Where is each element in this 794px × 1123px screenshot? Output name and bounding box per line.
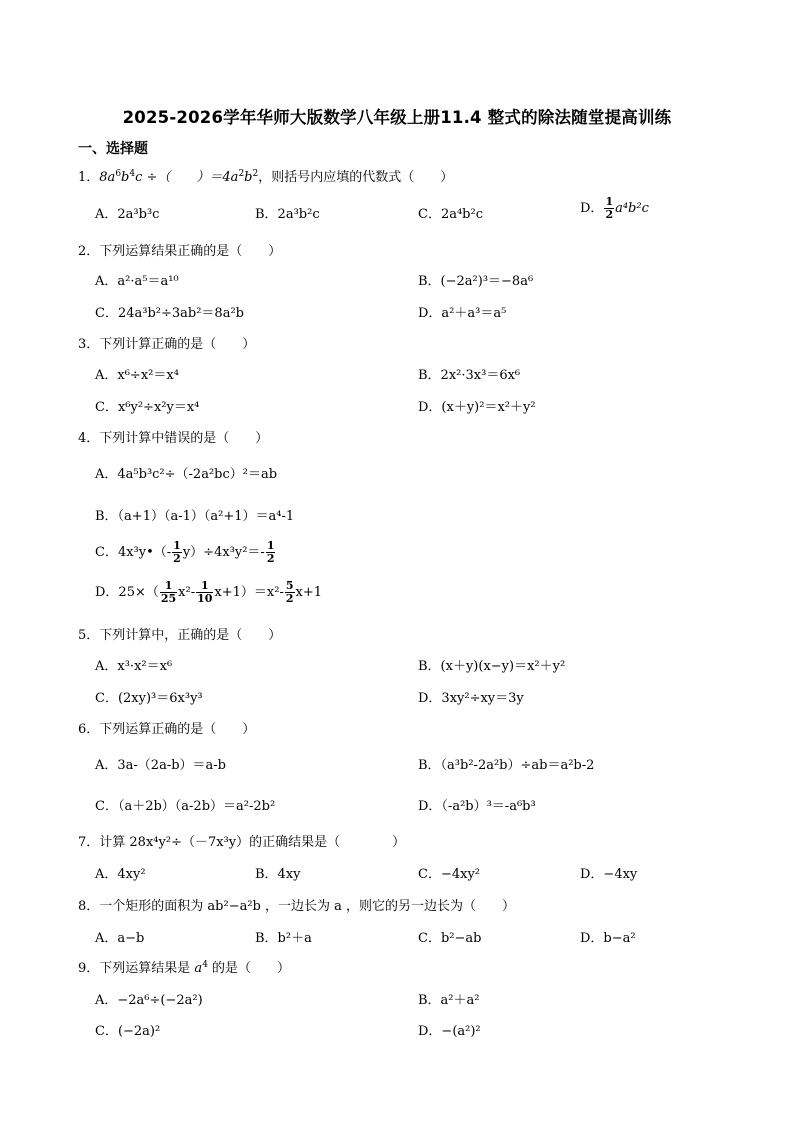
fraction: $\frac{1}{2}$ — [266, 539, 275, 565]
q4-option-c: C．4x³y•（- $\frac{1}{2}$ y）÷4x³y²＝- $\frac{1}{2}$ — [95, 539, 275, 565]
question-5: 5．下列计算中，正确的是（ ） — [78, 628, 282, 643]
q1-option-a: A．2a³b³c — [95, 207, 160, 222]
q3-option-b: B．2x²·3x³＝6x⁶ — [418, 368, 521, 383]
question-number: 1． — [78, 170, 100, 185]
q5-option-b: B．(x＋y)(x−y)＝x²＋y² — [418, 659, 566, 674]
page-title: 2025-2026学年华师大版数学八年级上册11.4 整式的除法随堂提高训练 — [122, 108, 672, 127]
q1-option-c: C．2a⁴b²c — [418, 207, 483, 222]
q8-option-b: B．b²＋a — [255, 931, 312, 946]
q3-option-a: A．x⁶÷x²＝x⁴ — [95, 368, 179, 383]
question-9: 9．下列运算结果是 $a^4$ 的是（ ） — [78, 960, 291, 976]
q1-option-b: B．2a³b²c — [255, 207, 320, 222]
question-7: 7．计算 28x⁴y²÷（－7x³y）的正确结果是（ ） — [78, 835, 406, 850]
q6-option-c: C．（a＋2b）（a-2b）＝a²-2b² — [95, 799, 276, 814]
q5-option-c: C．(2xy)³＝6x³y³ — [95, 691, 203, 706]
q2-option-b: B．(−2a²)³＝−8a⁶ — [418, 274, 534, 289]
q4-option-d: D．25×（ $\frac{1}{25}$ x²- $\frac{1}{10}$ x+1）＝x²- $\frac{5}{2}$ x+1 — [95, 579, 323, 605]
question-2: 2．下列运算结果正确的是（ ） — [78, 244, 282, 259]
q6-option-d: D．（-a²b）³＝-a⁶b³ — [418, 799, 536, 814]
q7-option-d: D．−4xy — [580, 867, 638, 882]
q9-option-a: A．−2a⁶÷(−2a²) — [95, 993, 203, 1008]
q6-option-a: A．3a-（2a-b）＝a-b — [95, 758, 227, 773]
q6-option-b: B．（a³b²-2a²b）÷ab＝a²b-2 — [418, 758, 595, 773]
q9-option-c: C．(−2a)² — [95, 1024, 161, 1039]
q2-option-c: C．24a³b²÷3ab²＝8a²b — [95, 306, 244, 321]
fraction: $\frac{1}{10}$ — [197, 579, 213, 605]
q4-option-b: B．（a+1）（a-1）（a²+1）＝a⁴-1 — [95, 509, 295, 524]
q8-option-d: D．b−a² — [580, 931, 636, 946]
q4-option-a: A．4a⁵b³c²÷（-2a²bc）²＝ab — [95, 467, 278, 482]
fraction: $\frac{1}{2}$ — [605, 195, 614, 221]
fraction: $\frac{1}{2}$ — [173, 539, 181, 565]
question-6: 6．下列运算正确的是（ ） — [78, 722, 256, 737]
question-8: 8．一个矩形的面积为 ab²−a²b ，一边长为 a ，则它的另一边长为（ ） — [78, 899, 516, 914]
q8-option-a: A．a−b — [95, 931, 145, 946]
q2-option-a: A．a²·a⁵＝a¹⁰ — [95, 274, 179, 289]
q3-option-d: D．(x＋y)²＝x²＋y² — [418, 400, 536, 415]
section-heading: 一、选择题 — [78, 141, 148, 157]
question-1: 1．$8a^6b^4c$ ÷（ ）$=4a^2b^2$，则括号内应填的代数式（ ） — [78, 166, 453, 185]
q1-option-d: D． $\frac{1}{2}$ a⁴b²c — [580, 195, 649, 221]
q7-option-a: A．4xy² — [95, 867, 146, 882]
q5-option-a: A．x³·x²＝x⁶ — [95, 659, 173, 674]
q7-option-b: B．4xy — [255, 867, 301, 882]
q3-option-c: C．x⁶y²÷x²y＝x⁴ — [95, 400, 200, 415]
question-3: 3．下列计算正确的是（ ） — [78, 337, 256, 352]
q9-option-d: D．−(a²)² — [418, 1024, 481, 1039]
q9-option-b: B．a²＋a² — [418, 993, 480, 1008]
fraction: $\frac{1}{25}$ — [160, 579, 177, 605]
q8-option-c: C．b²−ab — [418, 931, 482, 946]
q2-option-d: D．a²＋a³＝a⁵ — [418, 306, 507, 321]
q7-option-c: C．−4xy² — [418, 867, 480, 882]
q5-option-d: D．3xy²÷xy＝3y — [418, 691, 524, 706]
fraction: $\frac{5}{2}$ — [285, 579, 294, 605]
question-4: 4．下列计算中错误的是（ ） — [78, 431, 269, 446]
